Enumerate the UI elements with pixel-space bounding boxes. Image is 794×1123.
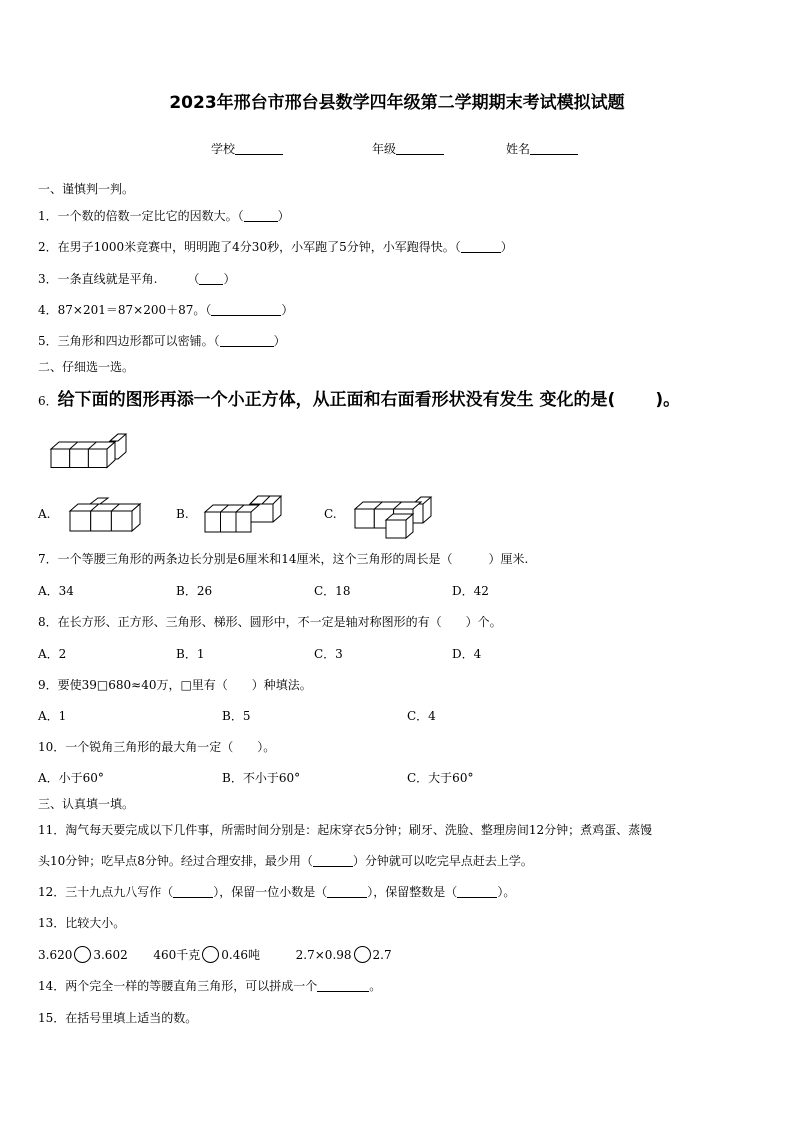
cube-figure-option-b (203, 491, 293, 537)
option-q7-b[interactable]: B．26 (176, 584, 213, 598)
option-q10-c[interactable]: C．大于60° (407, 771, 474, 785)
compare-b-right: 0.46吨 (221, 948, 261, 962)
question-13: 13．比较大小。 (38, 916, 126, 930)
answer-blank[interactable] (211, 303, 281, 316)
cube-figure-option-c (353, 494, 435, 540)
answer-blank[interactable] (199, 272, 223, 285)
option-q10-b[interactable]: B．不小于60° (222, 771, 301, 785)
answer-blank[interactable] (457, 885, 497, 898)
cube-figure-option-a (68, 496, 148, 536)
compare-circle-b[interactable] (202, 946, 219, 963)
compare-a-right: 3.602 (93, 948, 128, 962)
question-12: 12．三十九点九八写作（ ），保留一位小数是（ ），保留整数是（ ）。 (38, 885, 516, 899)
compare-circle-c[interactable] (354, 946, 371, 963)
compare-c-right: 2.7 (372, 948, 392, 962)
compare-c-left: 2.7×0.98 (295, 948, 352, 962)
cube-figure-main (48, 432, 130, 470)
answer-blank[interactable] (244, 209, 278, 222)
option-q7-a[interactable]: A．34 (38, 584, 74, 598)
answer-blank[interactable] (173, 885, 213, 898)
compare-a-left: 3.620 (38, 948, 73, 962)
option-q10-a[interactable]: A．小于60° (38, 771, 104, 785)
question-7: 7．一个等腰三角形的两条边长分别是6厘米和14厘米，这个三角形的周长是（ ）厘米. (38, 552, 529, 566)
question-11-line-1: 11．淘气每天要完成以下几件事，所需时间分别是：起床穿衣5分钟；刷牙、洗脸、整理房间12分钟；煮鸡蛋、蒸馒 (38, 823, 653, 837)
option-q9-b[interactable]: B．5 (222, 709, 251, 723)
grade-field[interactable]: 年级 (372, 140, 444, 157)
question-5: 5．三角形和四边形都可以密铺。（ ） (38, 334, 286, 348)
option-q8-b[interactable]: B．1 (176, 647, 205, 661)
answer-blank[interactable] (327, 885, 367, 898)
section-heading: 三、认真填一填。 (38, 797, 135, 811)
option-q6-a[interactable]: A. (38, 507, 51, 521)
answer-blank[interactable] (317, 979, 369, 992)
answer-blank[interactable] (461, 240, 501, 253)
page-title: 2023年邢台市邢台县数学四年级第二学期期末考试模拟试题 (169, 93, 625, 113)
answer-blank[interactable] (313, 854, 353, 867)
question-6: 6．给下面的图形再添一个小正方体，从正面和右面看形状没有发生 变化的是( )。 (38, 390, 681, 410)
option-q7-d[interactable]: D．42 (452, 584, 489, 598)
question-9: 9．要使39□680≈40万，□里有（ ）种填法。 (38, 678, 312, 692)
question-11-line-2: 头10分钟；吃早点8分钟。经过合理安排，最少用（ ）分钟就可以吃完早点赶去上学。 (38, 854, 533, 868)
name-blank[interactable] (530, 142, 578, 155)
option-q9-c[interactable]: C．4 (407, 709, 436, 723)
question-10: 10．一个锐角三角形的最大角一定（ ）。 (38, 740, 276, 754)
compare-b-left: 460千克 (153, 948, 201, 962)
option-q9-a[interactable]: A．1 (38, 709, 67, 723)
option-q6-c[interactable]: C. (324, 507, 337, 521)
name-field[interactable]: 姓名 (506, 140, 578, 157)
question-4: 4．87×201＝87×200＋87。（ ） (38, 303, 294, 317)
section-heading: 一、谨慎判一判。 (38, 182, 135, 196)
option-q8-c[interactable]: C．3 (314, 647, 343, 661)
question-14: 14．两个完全一样的等腰直角三角形，可以拼成一个 。 (38, 979, 382, 993)
option-q8-a[interactable]: A．2 (38, 647, 67, 661)
option-q7-c[interactable]: C．18 (314, 584, 351, 598)
answer-blank[interactable] (220, 334, 274, 347)
option-q6-b[interactable]: B. (176, 507, 189, 521)
question-1: 1．一个数的倍数一定比它的因数大。（ ） (38, 209, 290, 223)
grade-blank[interactable] (396, 142, 444, 155)
school-field[interactable]: 学校 (211, 140, 283, 157)
question-8: 8．在长方形、正方形、三角形、梯形、圆形中，不一定是轴对称图形的有（ ）个。 (38, 615, 502, 629)
section-heading: 二、仔细选一选。 (38, 360, 135, 374)
compare-circle-a[interactable] (74, 946, 91, 963)
question-15: 15．在括号里填上适当的数。 (38, 1011, 198, 1025)
question-3: 3．一条直线就是平角. （ ） (38, 272, 236, 286)
comparison-row (38, 946, 392, 963)
option-q8-d[interactable]: D．4 (452, 647, 482, 661)
question-2: 2．在男子1000米竞赛中，明明跑了4分30秒，小军跑了5分钟，小军跑得快。（ ） (38, 240, 513, 254)
school-blank[interactable] (235, 142, 283, 155)
